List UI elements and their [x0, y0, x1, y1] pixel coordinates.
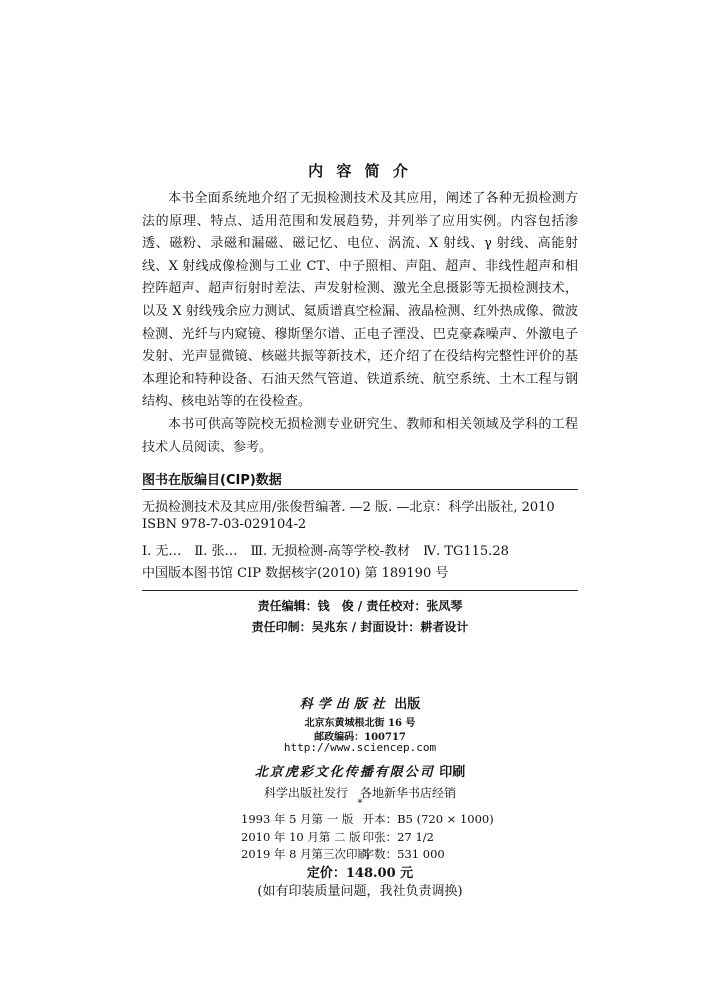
cip-line-classification: Ⅰ. 无… Ⅱ. 张… Ⅲ. 无损检测-高等学校-教材 Ⅳ. TG115.28 — [142, 544, 509, 559]
publisher-name — [0, 693, 720, 712]
editors-line-2: 责任印制：吴兆东 / 封面设计：耕者设计 — [251, 620, 469, 634]
edition-row-1 — [241, 811, 494, 827]
publisher-postcode: 邮政编码：100717 — [314, 732, 406, 743]
printer-name-suffix: 印刷 — [439, 765, 466, 780]
intro-paragraph-1: 本书全面系统地介绍了无损检测技术及其应用，阐述了各种无损检测方法的原理、特点、适用范围和发展趋势，并列举了应用实例。内容包括渗透、磁粉、录磁和漏磁、磁记忆、电位、涡流、X 射线、γ 射线、高能射线、X 射线成像检测与工业 CT、中子照相、声阻、超声、非线性超声和相控阵超声、超声衍射时差法、声发射检测、激光全息摄影等无损检测技术，以及 X 射线残余应力测试、氦质谱真空检漏、液晶检测、红外热成像、微波检测、光纤与内窥镜、穆斯堡尔谱、正电子湮没、巴克豪森噪声、外激电子发射、光声显微镜、核磁共振等新技术，还介绍了在役结构完整性评价的基本理论和特种设备、石油天然气管道、铁道系统、航空系统、土木工程与钢结构、核电站等的在役检查。 — [142, 191, 578, 410]
cip-data-box — [142, 489, 578, 591]
edition-row-3 — [241, 846, 445, 862]
distribution-line: 科学出版社发行 各地新华书店经销 — [263, 786, 456, 800]
intro-title: 内 容 简 介 — [308, 162, 412, 180]
publisher-name-stamp: 科学出版社 — [299, 697, 390, 712]
editors-block — [0, 596, 720, 638]
edition-word-count: 字数：531 000 — [362, 847, 445, 861]
quality-notice: (如有印装质量问题，我社负责调换) — [257, 884, 463, 899]
printer-name — [0, 761, 720, 780]
cip-line-isbn: ISBN 978-7-03-029104-2 — [142, 517, 307, 532]
printer-name-stamp: 北京虎彩文化传播有限公司 — [254, 765, 435, 780]
edition-print-date: 2019 年 8 月第三次印刷 — [241, 847, 370, 861]
edition-first-date: 1993 年 5 月第 一 版 — [241, 812, 354, 826]
intro-paragraph-2: 本书可供高等院校无损检测专业研究生、教师和相关领域及学科的工程技术人员阅读、参考。 — [142, 416, 578, 455]
cip-title: 图书在版编目(CIP)数据 — [142, 473, 282, 488]
price: 定价：148.00 元 — [306, 866, 414, 881]
intro-text — [142, 188, 578, 459]
edition-second-date: 2010 年 10 月第 二 版 — [241, 830, 361, 844]
edition-row-2 — [241, 829, 434, 845]
publisher-name-suffix: 出版 — [394, 697, 421, 712]
edition-format: 开本：B5 (720 × 1000) — [362, 812, 494, 826]
editors-line-1: 责任编辑：钱 俊 / 责任校对：张凤琴 — [257, 599, 463, 613]
edition-sheets: 印张：27 1/2 — [362, 830, 434, 844]
cip-line-record-number: 中国版本图书馆 CIP 数据核字(2010) 第 189190 号 — [142, 566, 449, 581]
separator-star: * — [357, 798, 363, 809]
publisher-url: http://www.sciencep.com — [283, 741, 437, 754]
cip-line-title: 无损检测技术及其应用/张俊哲编著. —2 版. —北京：科学出版社, 2010 — [142, 500, 555, 515]
publisher-address: 北京东黄城根北街 16 号 — [304, 718, 416, 729]
